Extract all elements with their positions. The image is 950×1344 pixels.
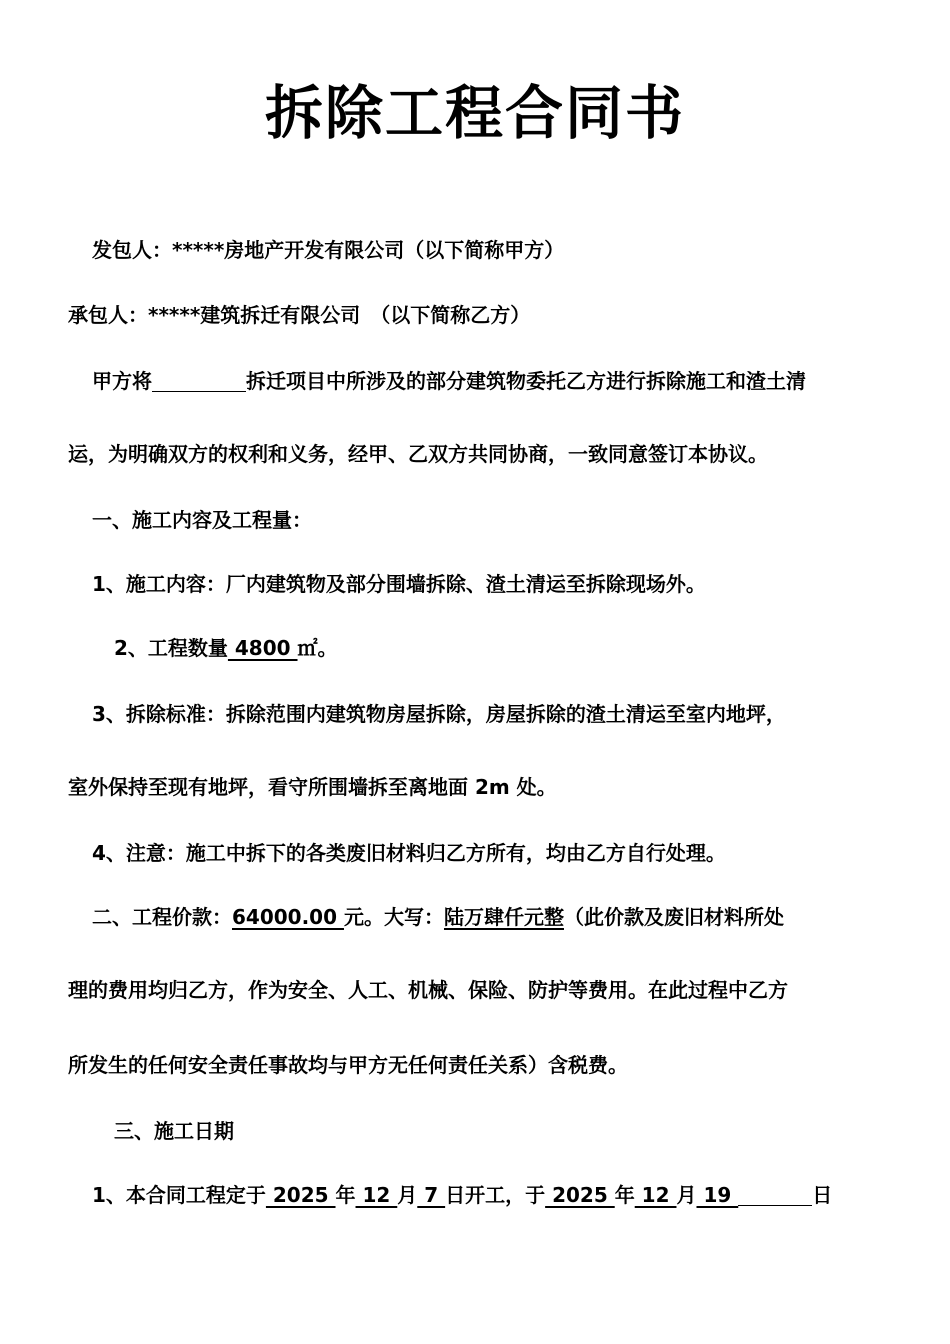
end-year: 2025 [545, 1183, 615, 1207]
price-amount: 64000.00 [232, 905, 344, 929]
quantity-unit: ㎡。 [297, 636, 338, 660]
employer-line [92, 236, 912, 264]
section1-item3-line1: 3、拆除标准：拆除范围内建筑物房屋拆除，房屋拆除的渣土清运至室内地坪， [92, 702, 786, 726]
section1-heading: 一、施工内容及工程量： [92, 508, 312, 532]
project-name-blank[interactable] [152, 369, 246, 392]
start-year-label: 年 [335, 1183, 356, 1207]
section2-line2: 理的费用均归乙方，作为安全、人工、机械、保险、防护等费用。在此过程中乙方 [68, 978, 788, 1002]
price-amount-words: 陆万肆仟元整 [443, 905, 564, 929]
price-label: 二、工程价款： [92, 905, 232, 929]
end-year-label: 年 [614, 1183, 635, 1207]
section1-item3-line2: 室外保持至现有地坪，看守所围墙拆至离地面 2m 处。 [68, 775, 557, 799]
start-suffix: 日开工，于 [445, 1183, 546, 1207]
end-day-blank[interactable] [738, 1183, 812, 1206]
quantity-label: 2、工程数量 [114, 636, 228, 660]
intro-line-2: 运，为明确双方的权利和义务，经甲、乙双方共同协商，一致同意签订本协议。 [68, 442, 768, 466]
employer-label: 发包人： [92, 238, 172, 262]
quantity-value: 4800 [227, 636, 298, 660]
section1-item2 [114, 634, 934, 662]
contractor-name: *****建筑拆迁有限公司 （以下简称乙方） [148, 303, 531, 327]
end-month: 12 [634, 1183, 677, 1207]
section3-heading: 三、施工日期 [114, 1119, 234, 1143]
end-day-label: 日 [812, 1183, 833, 1207]
end-month-label: 月 [676, 1183, 697, 1207]
employer-name: *****房地产开发有限公司（以下简称甲方） [172, 238, 565, 262]
section2-line1 [92, 903, 912, 931]
intro-part1: 甲方将 [92, 369, 152, 393]
section1-item4: 4、注意：施工中拆下的各类废旧材料归乙方所有，均由乙方自行处理。 [92, 841, 726, 865]
document-title: 拆除工程合同书 [264, 79, 685, 147]
start-year: 2025 [265, 1183, 336, 1207]
price-note-start: （此价款及废旧材料所处 [563, 905, 784, 929]
end-day: 19 [696, 1183, 739, 1207]
start-month-label: 月 [397, 1183, 418, 1207]
schedule-label: 1、本合同工程定于 [92, 1183, 266, 1207]
contractor-line [68, 301, 888, 329]
section2-line3: 所发生的任何安全责任事故均与甲方无任何责任关系）含税费。 [68, 1053, 628, 1077]
price-unit: 元。大写： [343, 905, 444, 929]
start-month: 12 [355, 1183, 398, 1207]
section1-item1: 1、施工内容：厂内建筑物及部分围墙拆除、渣土清运至拆除现场外。 [92, 572, 706, 596]
intro-part2: 拆迁项目中所涉及的部分建筑物委托乙方进行拆除施工和渣土清 [246, 369, 806, 393]
intro-line-1 [92, 367, 912, 395]
start-day: 7 [417, 1183, 446, 1207]
section3-item1 [92, 1181, 912, 1209]
contractor-label: 承包人： [68, 303, 148, 327]
